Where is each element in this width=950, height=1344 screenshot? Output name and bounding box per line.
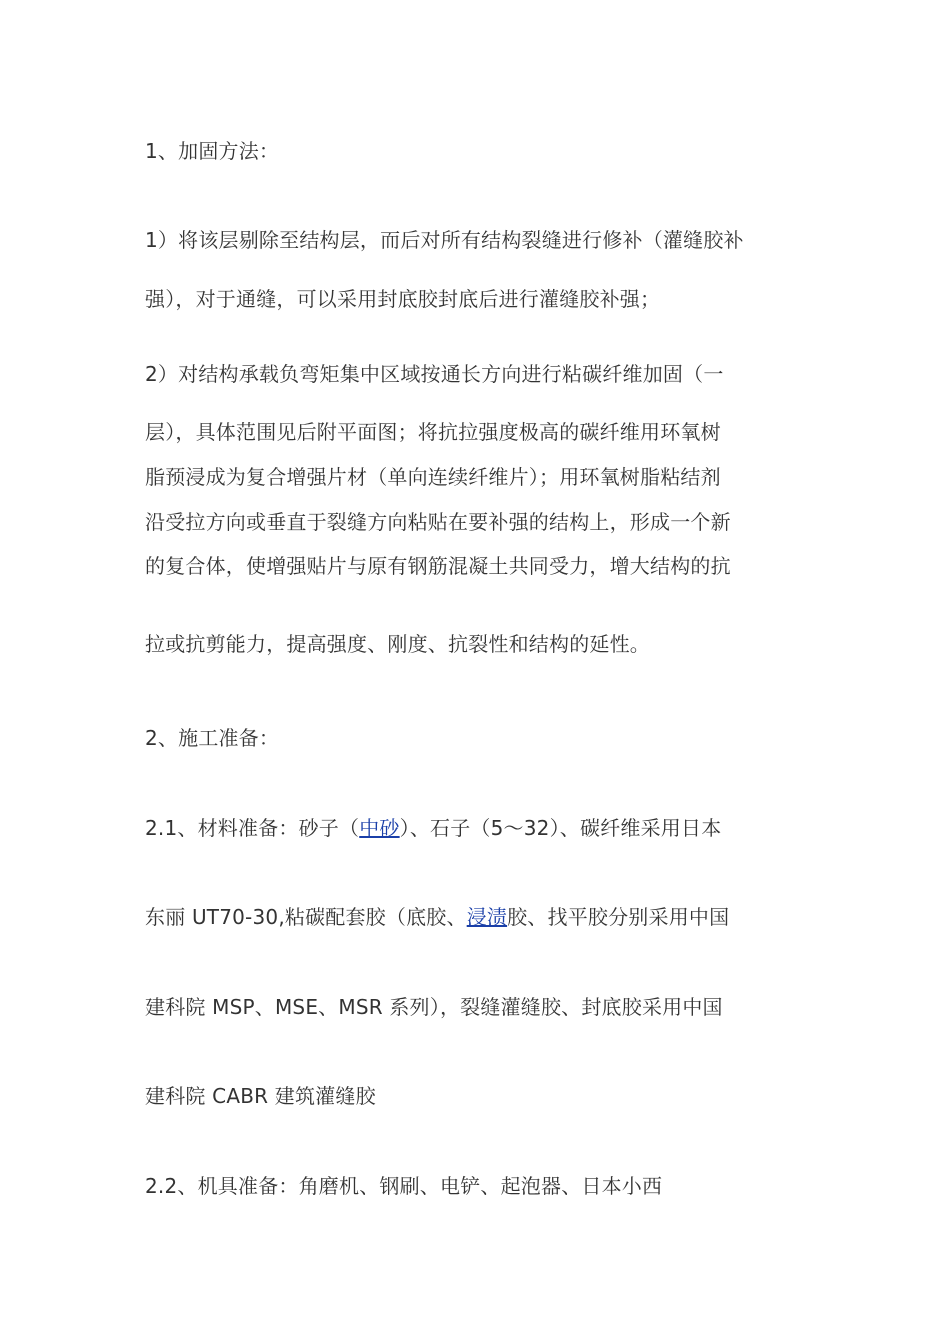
paragraph-line: 的复合体，使增强贴片与原有钢筋混凝土共同受力，增大结构的抗: [145, 554, 731, 578]
paragraph-line-tools: 2.2、机具准备：角磨机、钢刷、电铲、起泡器、日本小西: [145, 1174, 663, 1198]
paragraph-line: 建科院 MSP、MSE、MSR 系列），裂缝灌缝胶、封底胶采用中国: [145, 995, 723, 1019]
heading-reinforcement-method: 1、加固方法：: [145, 139, 280, 163]
link-medium-sand[interactable]: 中砂: [359, 816, 400, 840]
paragraph-line: 脂预浸成为复合增强片材（单向连续纤维片）；用环氧树脂粘结剂: [145, 465, 721, 489]
paragraph-line: 1）将该层剔除至结构层，而后对所有结构裂缝进行修补（灌缝胶补: [145, 228, 744, 252]
paragraph-line: 沿受拉方向或垂直于裂缝方向粘贴在要补强的结构上，形成一个新: [145, 510, 731, 534]
text-segment: 胶、找平胶分别采用中国: [507, 905, 730, 929]
text-segment: 东丽 UT70-30,粘碳配套胶（底胶、: [145, 905, 467, 929]
paragraph-line: 强），对于通缝，可以采用封底胶封底后进行灌缝胶补强；: [145, 287, 661, 311]
paragraph-line-material: [145, 814, 721, 842]
link-impregnation[interactable]: 浸渍: [466, 905, 508, 929]
text-segment: ）、石子（5～32）、碳纤维采用日本: [399, 816, 722, 840]
text-segment: 2.1、材料准备：砂子（: [145, 816, 360, 840]
paragraph-line: 建科院 CABR 建筑灌缝胶: [145, 1084, 376, 1108]
paragraph-line: 拉或抗剪能力，提高强度、刚度、抗裂性和结构的延性。: [145, 632, 650, 656]
paragraph-line: 2）对结构承载负弯矩集中区域按通长方向进行粘碳纤维加固（一: [145, 362, 724, 386]
paragraph-line: 层），具体范围见后附平面图；将抗拉强度极高的碳纤维用环氧树: [145, 420, 721, 444]
paragraph-line-glue: [145, 903, 729, 931]
heading-construction-preparation: 2、施工准备：: [145, 726, 280, 750]
